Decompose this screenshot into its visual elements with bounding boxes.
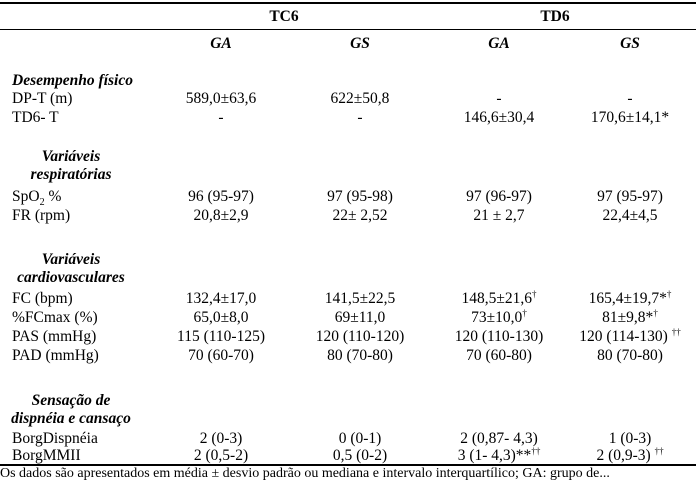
cell: 81±9,8*†: [602, 307, 658, 326]
section-respiratorias-line1: Variáveis: [41, 148, 101, 165]
row-label: TD6- T: [12, 109, 59, 126]
cell: 80 (70-80): [597, 347, 663, 364]
section-cardiovasculares-line1: Variáveis: [41, 251, 101, 268]
cell: 96 (95-97): [188, 188, 254, 205]
cell: 3 (1- 4,3)**††: [457, 445, 541, 464]
row-label-spo2: SpO$_2$ %: [12, 188, 62, 209]
cell: 132,4±17,0: [185, 290, 257, 307]
row-label: FR (rpm): [12, 207, 71, 224]
cell: 65,0±8,0: [193, 309, 249, 326]
cell: 2 (0,9-3) ††: [596, 445, 664, 464]
cell: 70 (60-80): [466, 347, 532, 364]
cell: 20,8±2,9: [193, 207, 249, 224]
section-respiratorias-line2: respiratórias: [30, 166, 112, 183]
cell: 73±10,0†: [471, 307, 527, 326]
col-group-td6: TD6: [540, 8, 570, 25]
cell: 622±50,8: [330, 90, 390, 107]
subheader-td6-ga: GA: [488, 35, 510, 52]
cell: -: [357, 109, 363, 126]
cell: 148,5±21,6†: [461, 288, 537, 307]
cell: 2 (0,87- 4,3): [460, 430, 538, 447]
cell: 165,4±19,7*†: [588, 288, 672, 307]
cell: 2 (0,5-2): [193, 447, 249, 464]
row-label: BorgDispnéia: [12, 430, 98, 447]
cell: 22,4±4,5: [602, 207, 658, 224]
cell: 97 (95-97): [597, 188, 663, 205]
cell: 69±11,0: [334, 309, 386, 326]
col-group-tc6: TC6: [269, 8, 299, 25]
cell: 170,6±14,1*: [590, 109, 670, 126]
cell: 21 ± 2,7: [473, 207, 525, 224]
row-label: PAS (mmHg): [12, 328, 97, 345]
cell: 97 (96-97): [466, 188, 532, 205]
header-rule: [0, 29, 696, 30]
row-label: PAD (mmHg): [12, 347, 99, 364]
section-sensacao-line2: dispnéia e cansaço: [11, 410, 131, 427]
cell: 0 (0-1): [338, 430, 382, 447]
subheader-tc6-ga: GA: [210, 35, 232, 52]
section-desempenho: Desempenho físico: [12, 72, 133, 89]
cell: 70 (60-70): [188, 347, 254, 364]
cell: 0,5 (0-2): [332, 447, 388, 464]
cell: 120 (110-120): [315, 328, 405, 345]
cell: 120 (114-130) ††: [579, 326, 681, 345]
cell: 589,0±63,6: [185, 90, 257, 107]
cell: 120 (110-130): [454, 328, 544, 345]
cell: 141,5±22,5: [324, 290, 396, 307]
cell: 22± 2,52: [332, 207, 388, 224]
row-label: BorgMMII: [12, 447, 81, 464]
subheader-td6-gs: GS: [620, 35, 640, 52]
subheader-tc6-gs: GS: [350, 35, 370, 52]
cell: 80 (70-80): [327, 347, 393, 364]
cell: -: [218, 109, 224, 126]
cell: -: [496, 90, 502, 107]
cell: 146,6±30,4: [463, 109, 535, 126]
cell: 97 (95-98): [327, 188, 393, 205]
cell: 1 (0-3): [608, 430, 652, 447]
row-label: DP-T (m): [12, 90, 73, 107]
top-rule: [0, 2, 696, 4]
table-footnote: Os dados são apresentados em média ± desvio padrão ou mediana e intervalo interquartílico; GA: grupo de...: [0, 466, 610, 481]
row-label: FC (bpm): [12, 290, 73, 307]
cell: -: [627, 90, 633, 107]
cell: 2 (0-3): [199, 430, 243, 447]
cell: 115 (110-125): [177, 328, 265, 345]
section-sensacao-line1: Sensação de: [31, 392, 111, 409]
section-cardiovasculares-line2: cardiovasculares: [17, 269, 125, 286]
row-label: %FCmax (%): [12, 309, 98, 326]
